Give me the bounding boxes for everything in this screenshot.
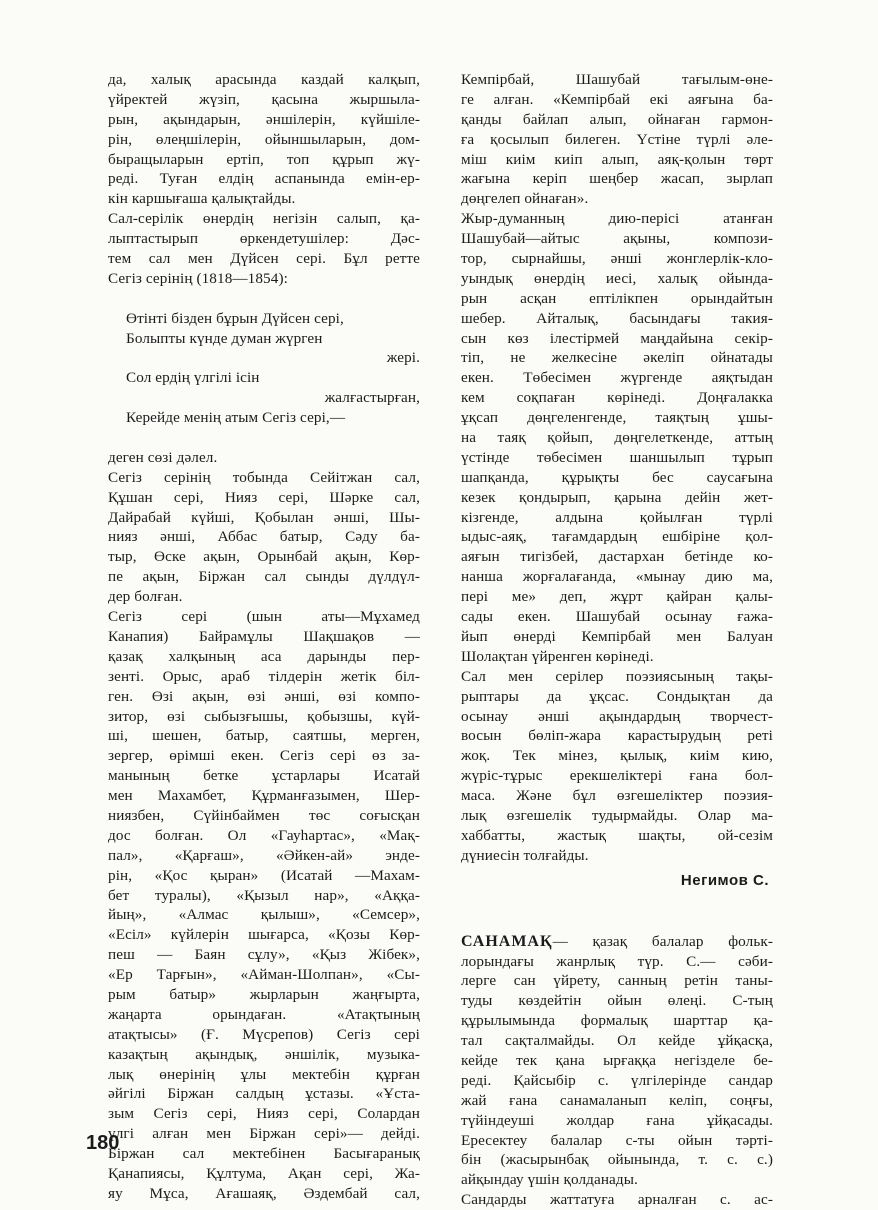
text-line: нанша жорғалағанда, «мынау дию ма, — [461, 568, 773, 586]
text-line: уындық өнердің иесі, халық ойында- — [461, 269, 773, 287]
text-line: туды көздейтін ойын өлеңі. С-тың — [461, 992, 773, 1010]
text-line: реді. Қайсыбір с. үлгілерінде сандар — [461, 1071, 773, 1089]
text-line: рым батыр» жырларын жаңғырта, — [108, 985, 420, 1003]
text-line: Өтінті бізден бұрын Дүйсен сері, — [126, 309, 344, 327]
text-line: деген сөзі дәлел. — [108, 448, 218, 466]
text-line: дер болған. — [108, 588, 183, 606]
text-line: қанды байлап алып, ойнаған гармон- — [461, 110, 773, 128]
text-line: қазақ халқының аса дарынды пер- — [108, 647, 420, 665]
entry-definition-start: — қазақ балалар фольк- — [552, 932, 773, 950]
text-line: рін, өлеңшілерін, ойыншыларын, дом- — [108, 130, 420, 148]
page-number: 180 — [86, 1132, 120, 1154]
text-line: тор, сырнайшы, әнші жонглерлік-кло- — [461, 250, 773, 268]
text-line: Кемпірбай, Шашубай тағылым-өне- — [461, 71, 773, 88]
text-line: аяғын тигізбей, дастархан бетінде ко- — [461, 548, 773, 566]
text-line: ген. Өзі ақын, өзі әнші, өзі компо- — [108, 687, 420, 705]
text-line: лық өнерінің ұлы мектебін құрған — [108, 1065, 420, 1083]
text-line: зым Сегіз сері, Нияз сері, Солардан — [108, 1105, 420, 1123]
spacer — [108, 428, 420, 448]
text-line: осынау әнші ақындардың творчест- — [461, 707, 773, 725]
text-line: үйректей жүзіп, қасына жыршыла- — [108, 90, 420, 108]
entry-headword: САНАМАҚ — [461, 932, 553, 950]
text-line: Дайрабай күйші, Қобылан әнші, Шы- — [108, 508, 420, 526]
entry-spacer — [461, 892, 773, 932]
text-line: сады екен. Шашубай осынау ғажа- — [461, 608, 773, 626]
right-column — [461, 70, 773, 1210]
text-line: яу Мұса, Ағашаяқ, Әздембай сал, — [108, 1184, 420, 1202]
text-line: ге алған. «Кемпірбай екі аяғына ба- — [461, 90, 773, 108]
text-line: дос болған. Ол «Гауһартас», «Мақ- — [108, 826, 420, 844]
text-line: «Есіл» күйлерін шығарса, «Қозы Көр- — [108, 926, 420, 944]
text-line: кейде тек қана ырғаққа негізделе бе- — [461, 1051, 773, 1069]
text-line: екен. Төбесімен жүргенде аяқтыдан — [461, 369, 773, 387]
text-line: рын асқан ептілікпен орындайтын — [461, 289, 773, 307]
text-line: Сегіз серінің (1818—1854): — [108, 269, 288, 287]
text-line: тал сақталмайды. Ол кейде ұйқасқа, — [461, 1032, 773, 1050]
text-line: шапқанда, құрықты бес саусағына — [461, 468, 773, 486]
text-line: жаңарта орындаған. «Атақтының — [108, 1005, 420, 1023]
text-line: Канапия) Байрамұлы Шақшақов — — [108, 627, 420, 645]
text-line: Жыр-думанның дию-перісі атанған — [461, 210, 773, 228]
text-line: восын бөліп-жара карастырудың реті — [461, 727, 773, 745]
text-line: ниязбен, Сүйінбаймен төс соғысқан — [108, 806, 420, 824]
text-line: дөңгелеп ойнаған». — [461, 190, 589, 208]
text-line: хаббатты, жастық шақты, ой-сезім — [461, 826, 773, 844]
text-line: Ересектеу балалар с-ты ойын тәрті- — [461, 1131, 773, 1149]
text-line: кем соқпаған көрінеді. Доңғалакка — [461, 389, 773, 407]
text-line: зитор, өзі сыбызғышы, қобызшы, күй- — [108, 707, 420, 725]
text-line: ұқсап дөңгеленгенде, таяқтың ұшы- — [461, 409, 773, 427]
author-signature: Негимов С. — [680, 871, 769, 889]
text-line: пал», «Қарғаш», «Әйкен-ай» энде- — [108, 846, 420, 864]
text-line: кін каршығаша қалықтайды. — [108, 190, 296, 208]
text-line: Болыпты күнде думан жүрген — [126, 329, 323, 347]
text-line: да, халық арасында каздай калқып, — [108, 71, 420, 88]
text-line: айқындау үшін қолданады. — [461, 1171, 638, 1189]
text-line: бет туралы), «Қызыл нар», «Аққа- — [108, 886, 420, 904]
text-line: тем сал мен Дүйсен серi. Бұл ретте — [108, 250, 420, 268]
text-line: Құшан сері, Нияз сері, Шәрке сал, — [108, 488, 420, 506]
text-line: Сегіз серінің тобында Сейітжан сал, — [108, 468, 420, 486]
text-line: шебер. Айталық, басындағы такия- — [461, 309, 773, 327]
text-line: Сегіз сері (шын аты—Мұхамед — [108, 608, 420, 626]
text-line: казақтың ақындық, әншілік, музыка- — [108, 1045, 420, 1063]
text-line: лық өзгешелік тудырмайды. Олар ма- — [461, 806, 773, 824]
text-line: пе ақын, Біржан сал сынды дүлдүл- — [108, 568, 420, 586]
text-line: ға қосылып билеген. Үстіне түрлі әле- — [461, 130, 773, 148]
text-line: лерге сан үйрету, санның ретін таны- — [461, 972, 773, 990]
text-line: йың», «Алмас қылыш», «Семсер», — [108, 906, 420, 924]
text-line: әйгілі Біржан салдың ұстазы. «Ұста- — [108, 1085, 420, 1103]
text-line: үстінде төбесімен шаншылып тұрып — [461, 448, 773, 466]
text-line: мен Махамбет, Құрманғазымен, Шер- — [108, 787, 420, 805]
text-line: Біржан сал мектебінен Басығаранық — [108, 1145, 420, 1163]
text-line: тіп, не желкесіне әкеліп ойнатады — [461, 349, 773, 367]
text-line: пеш — Баян сұлу», «Қыз Жібек», — [108, 946, 420, 964]
text-line: тыр, Өске ақын, Орынбай ақын, Көр- — [108, 548, 420, 566]
spacer — [108, 289, 420, 309]
text-line: Керейде менің атым Сегіз сері,— — [126, 409, 346, 427]
text-line: бін (жасырынбақ ойынында, т. с. с.) — [461, 1151, 773, 1169]
text-line: «Ер Тарғын», «Айман-Шолпан», «Сы- — [108, 966, 420, 984]
text-line: дүниесін толғайды. — [461, 846, 589, 864]
text-line: Сол ердің үлгілі ісін — [126, 369, 260, 387]
left-column — [108, 70, 420, 1204]
text-line: лорындағы жанрлық түр. С.— сәби- — [461, 952, 773, 970]
text-line: на таяқ қойып, дөңгелеткенде, аттың — [461, 429, 773, 447]
text-line: Шолақтан үйренген көрінеді. — [461, 647, 654, 665]
text-line: жалғастырған, — [324, 389, 420, 407]
text-line: нияз әнші, Аббас батыр, Сәду ба- — [108, 528, 420, 546]
text-line: Сал-серілік өнердің негізін салып, қа- — [108, 210, 420, 228]
text-line: йып өнерді Кемпірбай мен Балуан — [461, 627, 773, 645]
text-line: міш киім киіп алып, аяқ-қолын төрт — [461, 150, 773, 168]
text-line: рін, «Қос қыран» (Исатай —Махам- — [108, 866, 420, 884]
text-line: Сандарды жаттатуға арналған с. ас- — [461, 1191, 773, 1209]
text-line: рыптары да ұқсас. Сондықтан да — [461, 687, 773, 705]
entry-first-line — [461, 932, 773, 952]
text-line: Сал мен серілер поэзиясының тақы- — [461, 667, 773, 685]
text-line: кізгенде, алдына қойылған түрлі — [461, 508, 773, 526]
text-line: манының бетке ұстарлары Исатай — [108, 767, 420, 785]
text-line: жай ғана санамаланып келіп, соңғы, — [461, 1091, 773, 1109]
text-line: ші, шешен, батыр, саятшы, мерген, — [108, 727, 420, 745]
text-line: Қанапиясы, Құлтума, Ақан сері, Жа- — [108, 1164, 420, 1182]
text-line: ыдыс-аяқ, тағамдардың ешбіріне қол- — [461, 528, 773, 546]
text-line: быращыларын ертіп, топ құрып жү- — [108, 150, 420, 168]
text-line: үлгі алған мен Біржан сері»— дейді. — [108, 1125, 420, 1143]
text-line: рын, ақындарын, әншілерін, күйшіле- — [108, 110, 420, 128]
text-line: құрылымында формалық шарттар қа- — [461, 1012, 773, 1030]
text-line: кезек қондырып, қарына дейін жет- — [461, 488, 773, 506]
text-line: реді. Туған елдің аспанында емін-ер- — [108, 170, 420, 188]
text-line: зергер, өрімші екен. Сегіз сері өз за- — [108, 747, 420, 765]
text-line: түйіндеуші жолдар ғана ұйқасады. — [461, 1111, 773, 1129]
text-line: сын көз ілестірмей маңдайына секір- — [461, 329, 773, 347]
text-line: атақтысы» (Ғ. Мүсрепов) Сегіз сері — [108, 1025, 420, 1043]
text-line: лыптастырып өркендетушілер: Дәс- — [108, 230, 420, 248]
text-line: жағына керіп шеңбер жасап, зырлап — [461, 170, 773, 188]
text-line: жүріс-тұрыс ерекшеліктері ғана бол- — [461, 767, 773, 785]
text-line: Шашубай—айтыс ақыны, компози- — [461, 230, 773, 248]
text-line: жоқ. Тек мінез, қылық, киім кию, — [461, 747, 773, 765]
text-line: зенті. Орыс, араб тілдерін жетік біл- — [108, 667, 420, 685]
text-line: пері ме» деп, жұрт қайран қалы- — [461, 588, 773, 606]
text-line: маса. Және бұл өзгешеліктер поэзия- — [461, 787, 773, 805]
text-line: жері. — [386, 349, 420, 367]
